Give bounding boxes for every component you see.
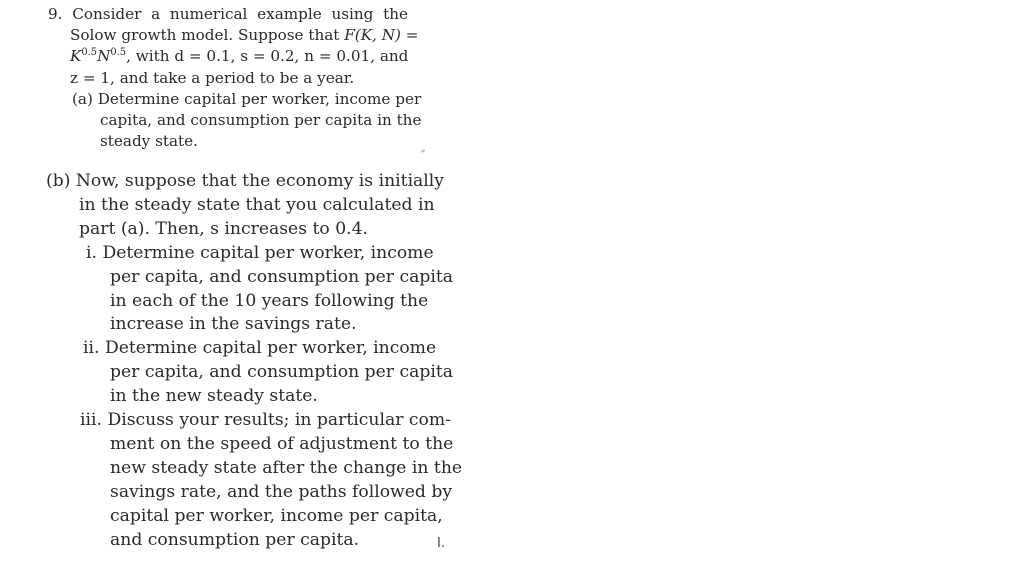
problem-9-text [48,4,422,152]
part-b-text [46,170,463,553]
sub-ii-line-2: per capita, and consumption per capita [110,362,453,383]
part-b-line-3: part (a). Then, s increases to 0.4. [79,218,369,239]
sub-i-line-3: in each of the 10 years following the [110,290,429,311]
problem-9-line-3: $K^{0.5}N^{0.5}$, with d = 0.1, s = 0.2, n = 0.01, and [70,47,409,66]
part-a-label: (a) [72,89,93,108]
sub-i-line-4: increase in the savings rate. [110,314,357,335]
stray-mark: I. [437,536,445,551]
part-b-label: (b) [46,171,71,191]
sub-i-label: i. [86,242,97,263]
part-b-line-1: (b) Now, suppose that the economy is initially [46,171,445,191]
sub-iii-line-4: savings rate, and the paths followed by [110,481,453,502]
part-b-line-2: in the steady state that you calculated in [79,194,435,215]
sub-iii-line-1: iii. Discuss your results; in particular com- [80,410,451,431]
sub-iii-line-3: new steady state after the change in the [110,457,463,478]
problem-9-line-1: 9. Consider a numerical example using the [48,5,408,23]
part-a-line-2: capita, and consumption per capita in the [100,111,422,130]
part-a-line-3: steady state. [100,132,198,151]
sub-i-line-2: per capita, and consumption per capita [110,266,453,287]
sub-ii-label: ii. [83,338,100,359]
model-parameters: , with d = 0.1, s = 0.2, n = 0.01, and [126,47,409,66]
problem-number: 9. [48,5,63,23]
sub-iii-line-5: capital per worker, income per capita, [110,505,443,526]
sub-iii-line-6: and consumption per capita. [110,529,360,550]
sub-ii-line-1: ii. Determine capital per worker, income [83,338,437,359]
problem-9-line-4: z = 1, and take a period to be a year. [70,68,355,87]
sub-iii-label: iii. [80,410,102,431]
part-a-line-1: (a) Determine capital per worker, income per [72,89,422,108]
sub-iii-line-2: ment on the speed of adjustment to the [110,433,454,454]
problem-9-line-2: Solow growth model. Suppose that F(K, N) = [70,26,419,45]
stray-tick-mark [421,149,425,153]
sub-ii-line-3: in the new steady state. [110,386,318,407]
production-function-lhs: F(K, N) = [344,26,419,45]
sub-i-line-1: i. Determine capital per worker, income [86,242,434,263]
